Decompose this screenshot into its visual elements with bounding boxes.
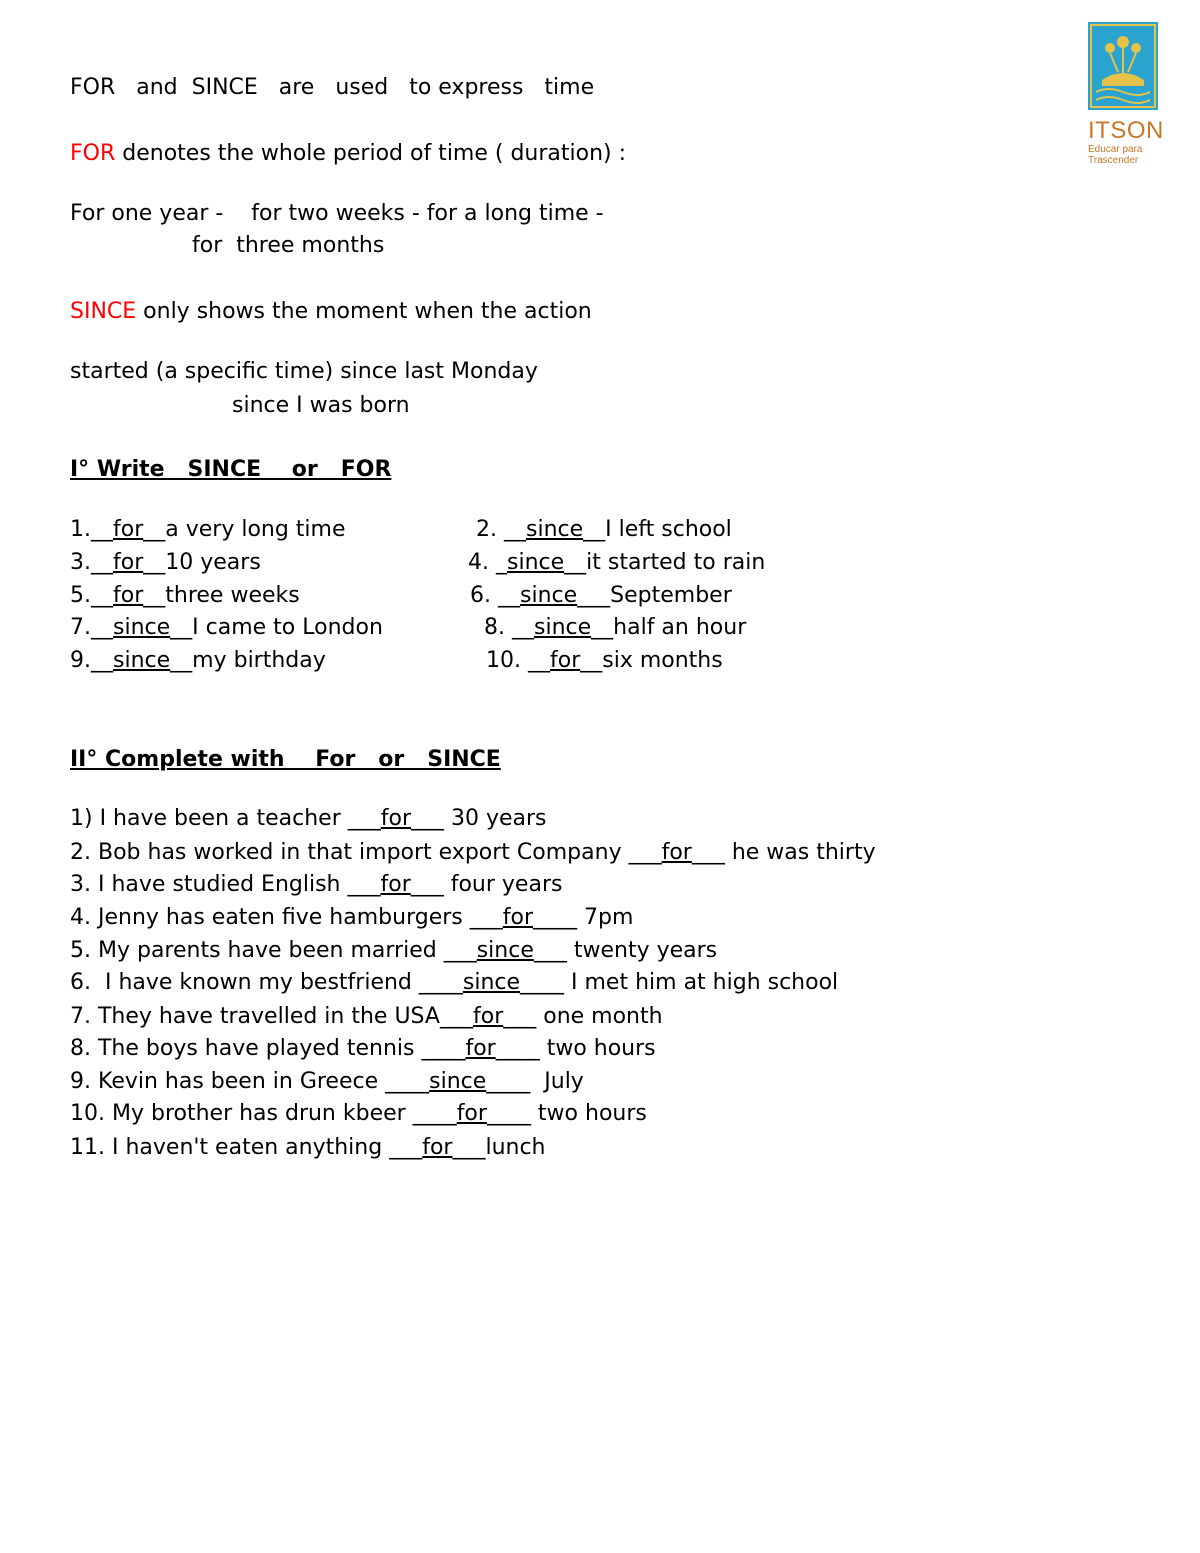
s1-answer: since — [526, 517, 584, 542]
s2-answer: for — [422, 1135, 453, 1160]
s2-answer: for — [456, 1101, 487, 1126]
s1-item: 9.__since__my birthday — [70, 648, 326, 673]
s1-answer: for — [113, 517, 144, 542]
for-keyword: FOR — [70, 141, 116, 166]
for-example-2: for three months — [192, 233, 385, 258]
s2-item: 9. Kevin has been in Greece ____since____ July — [70, 1069, 584, 1094]
s1-answer: since — [113, 615, 171, 640]
since-example-1: started (a specific time) since last Monday — [70, 359, 538, 384]
s1-answer: since — [520, 583, 578, 608]
s2-item: 2. Bob has worked in that import export Company ___for___ he was thirty — [70, 840, 876, 865]
s2-item: 3. I have studied English ___for___ four years — [70, 872, 563, 897]
s1-answer: since — [113, 648, 171, 673]
s2-item: 11. I haven't eaten anything ___for___lunch — [70, 1135, 546, 1160]
s1-item: 1.__for__a very long time — [70, 517, 346, 542]
s2-answer: for — [661, 840, 692, 865]
s2-item: 4. Jenny has eaten five hamburgers ___for____ 7pm — [70, 905, 634, 930]
s1-answer: since — [507, 550, 565, 575]
s2-answer: since — [476, 938, 534, 963]
section1-heading: I° Write SINCE or FOR — [70, 457, 392, 482]
since-keyword: SINCE — [70, 299, 137, 324]
s1-item: 10. __for__six months — [486, 648, 723, 673]
since-definition — [70, 298, 592, 326]
s2-item: 6. I have known my bestfriend ____since____ I met him at high school — [70, 970, 839, 995]
s2-answer: for — [465, 1036, 496, 1061]
itson-emblem-icon — [1088, 22, 1158, 110]
s2-answer: since — [429, 1069, 487, 1094]
logo-name: ITSON — [1088, 117, 1164, 144]
s1-item: 7.__since__I came to London — [70, 615, 383, 640]
s2-answer: for — [380, 806, 411, 831]
s1-answer: for — [550, 648, 581, 673]
s1-item: 8. __since__half an hour — [484, 615, 747, 640]
s1-answer: since — [534, 615, 592, 640]
since-definition-text: only shows the moment when the action — [136, 299, 592, 324]
s2-item: 8. The boys have played tennis ____for____ two hours — [70, 1036, 656, 1061]
s1-item: 6. __since___September — [470, 583, 732, 608]
s1-item: 2. __since__I left school — [476, 517, 732, 542]
for-definition-text: denotes the whole period of time ( duration) : — [115, 141, 627, 166]
s2-item: 5. My parents have been married ___since___ twenty years — [70, 938, 718, 963]
s1-answer: for — [113, 550, 144, 575]
since-example-2: since I was born — [232, 393, 410, 418]
s1-item: 5.__for__three weeks — [70, 583, 300, 608]
section2-heading: II° Complete with For or SINCE — [70, 747, 501, 772]
s2-answer: for — [502, 905, 533, 930]
s2-item: 10. My brother has drun kbeer ____for____ two hours — [70, 1101, 647, 1126]
s2-answer: for — [472, 1004, 504, 1029]
s2-answer: for — [380, 872, 411, 897]
for-definition — [70, 140, 626, 168]
itson-logo — [1088, 22, 1162, 166]
logo-tagline-2: Trascender — [1088, 155, 1139, 166]
for-example-1: For one year - for two weeks - for a long time - — [70, 201, 604, 226]
s1-item: 3.__for__10 years — [70, 550, 261, 575]
s1-item: 4. _since__it started to rain — [468, 550, 766, 575]
intro-line: FOR and SINCE are used to express time — [70, 75, 595, 100]
s1-answer: for — [113, 583, 144, 608]
s2-answer: since — [462, 970, 521, 995]
s2-item: 1) I have been a teacher ___for___ 30 years — [70, 806, 547, 831]
logo-tagline-1: Educar para — [1088, 144, 1143, 155]
s2-item: 7. They have travelled in the USA___for___ one month — [70, 1004, 663, 1029]
